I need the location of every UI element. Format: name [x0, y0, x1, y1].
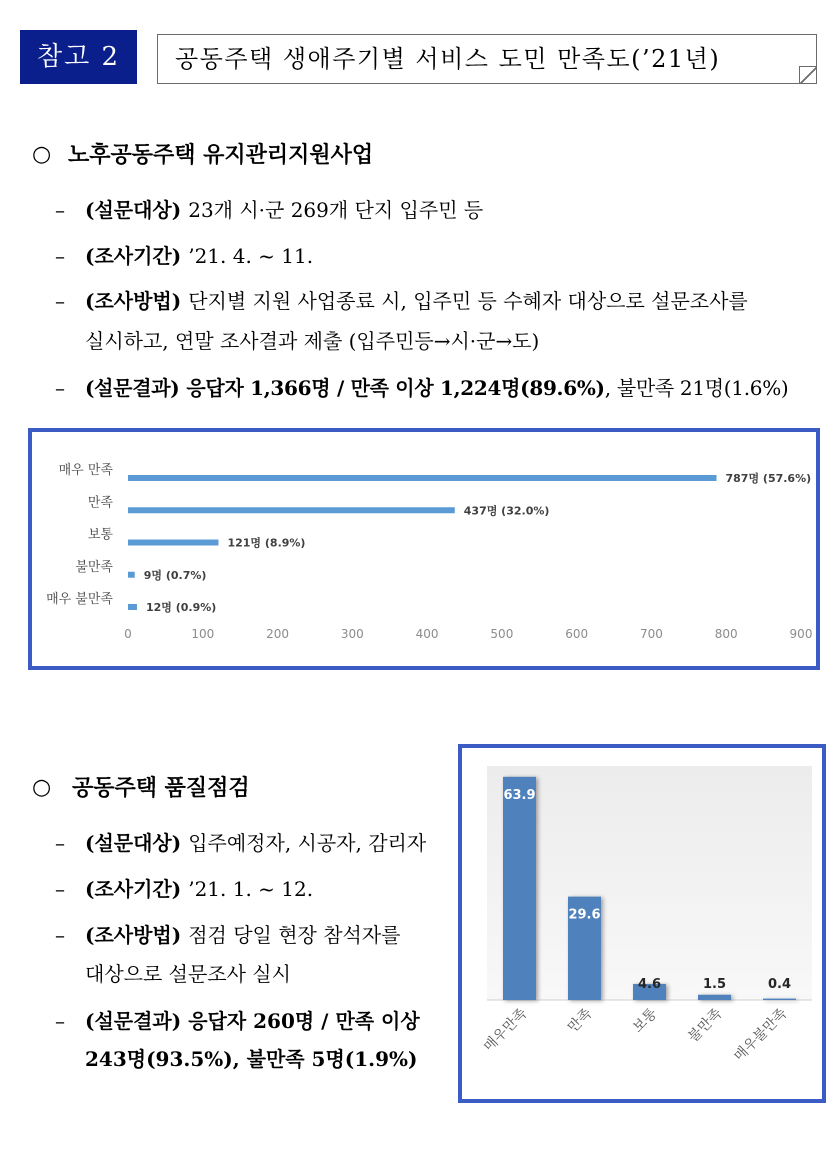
item-label: (설문대상) [85, 831, 182, 855]
survey-result-line [55, 373, 820, 403]
chart1-data-label: 121명 (8.9%) [227, 536, 306, 550]
item-label: (설문결과) [85, 1009, 182, 1033]
chart1-data-label: 9명 (0.7%) [143, 568, 207, 582]
chart1-bar [128, 604, 137, 610]
item-text: 단지별 지원 사업종료 시, 입주민 등 수혜자 대상으로 설문조사를 [188, 289, 748, 313]
chart1-x-tick-label: 0 [124, 627, 132, 641]
chart2-bar [698, 995, 731, 1000]
chart2-data-label: 63.9 [503, 787, 536, 803]
item-bold-text: 응답자 1,366명 / 만족 이상 1,224명(89.6%) [186, 376, 605, 400]
chart1-x-tick-label: 500 [490, 627, 514, 641]
survey-method-continued-line [85, 326, 820, 356]
survey-target-line [55, 195, 820, 225]
chart2-category-label: 보통 [629, 1005, 661, 1036]
chart1-x-tick-label: 800 [714, 627, 738, 641]
survey-method-continued-line [85, 959, 458, 989]
item-dash: – [55, 831, 65, 855]
section-heading: 공동주택 품질점검 [72, 775, 250, 801]
section-bullet: ○ [32, 775, 52, 800]
item-dash: – [55, 877, 65, 901]
item-dash: – [55, 923, 65, 947]
item-text: 입주예정자, 시공자, 감리자 [188, 831, 427, 855]
item-dash: – [55, 376, 65, 400]
survey-result-line [55, 1006, 458, 1036]
chart2-canvas [462, 748, 822, 1099]
item-label: (조사기간) [85, 244, 182, 268]
chart2-data-label: 4.6 [637, 977, 662, 992]
item-label: (설문대상) [85, 198, 182, 222]
section-bullet: ○ [32, 142, 52, 167]
chart1-category-label: 만족 [87, 495, 113, 511]
item-text: 23개 시·군 269개 단지 입주민 등 [188, 198, 484, 222]
chart2-category-label: 매우불만족 [731, 1005, 791, 1065]
chart1-category-label: 매우 불만족 [46, 592, 113, 607]
chart2-category-label: 만족 [564, 1005, 596, 1036]
chart2-data-label: 1.5 [702, 977, 727, 992]
chart1-x-tick-label: 400 [415, 627, 439, 641]
survey-target-line [55, 828, 458, 858]
chart1-x-tick-label: 700 [639, 627, 663, 641]
survey-period-line [55, 241, 820, 271]
item-text: 대상으로 설문조사 실시 [85, 962, 291, 986]
chart1-x-tick-label: 900 [789, 627, 813, 641]
chart1-category-label: 불만족 [75, 559, 113, 575]
chart1-x-tick-label: 300 [340, 627, 364, 641]
item-text: ’21. 1. ~ 12. [188, 877, 314, 901]
chart1-category-label: 매우 만족 [58, 463, 113, 478]
item-dash: – [55, 289, 65, 313]
item-text: ’21. 4. ~ 11. [188, 244, 314, 268]
chart1-x-tick-label: 100 [191, 627, 215, 641]
chart1-category-label: 보통 [87, 527, 113, 543]
survey-period-line [55, 874, 458, 904]
chart1-x-tick-label: 200 [266, 627, 290, 641]
chart1-bar [128, 507, 455, 513]
item-dash: – [55, 1009, 65, 1033]
item-label: (조사기간) [85, 877, 182, 901]
chart2-data-label: 0.4 [767, 977, 792, 992]
chart2-data-label: 29.6 [568, 907, 601, 923]
survey-result-continued-line [85, 1044, 458, 1074]
page-fold-decoration [799, 66, 817, 84]
title-box [157, 34, 817, 84]
chart1-bar [128, 475, 717, 481]
chart1-bar [128, 572, 135, 578]
item-bold-text: 243명(93.5%), 불만족 5명(1.9%) [85, 1047, 418, 1071]
chart1-data-label: 437명 (32.0%) [463, 504, 550, 518]
section-heading: 노후공동주택 유지관리지원사업 [68, 142, 374, 168]
chart1-bar [128, 540, 218, 546]
chart2-bar [763, 999, 796, 1000]
item-text: 실시하고, 연말 조사결과 제출 (입주민등→시·군→도) [85, 329, 540, 353]
survey-method-line [55, 286, 820, 316]
chart1-canvas [32, 432, 816, 666]
chart1-x-tick-label: 600 [565, 627, 589, 641]
chart2-category-label: 매우만족 [480, 1005, 531, 1056]
reference-badge: 참고 2 [20, 30, 137, 84]
item-label: (설문결과) [85, 376, 180, 400]
chart2-bar [503, 777, 536, 1000]
item-dash: – [55, 198, 65, 222]
item-text: 점검 당일 현장 참석자를 [188, 923, 401, 947]
satisfaction-bar-chart-horizontal [28, 428, 820, 670]
chart1-data-label: 787명 (57.6%) [725, 472, 812, 485]
item-dash: – [55, 244, 65, 268]
page-title: 공동주택 생애주기별 서비스 도민 만족도(’21년) [175, 45, 721, 73]
survey-method-line [55, 920, 458, 950]
item-bold-text: 응답자 260명 / 만족 이상 [188, 1009, 420, 1033]
item-label: (조사방법) [85, 923, 182, 947]
chart2-category-label: 불만족 [685, 1005, 726, 1046]
satisfaction-bar-chart-vertical [458, 744, 826, 1103]
item-label: (조사방법) [85, 289, 182, 313]
chart1-data-label: 12명 (0.9%) [145, 601, 217, 614]
item-text: , 불만족 21명(1.6%) [604, 376, 789, 400]
